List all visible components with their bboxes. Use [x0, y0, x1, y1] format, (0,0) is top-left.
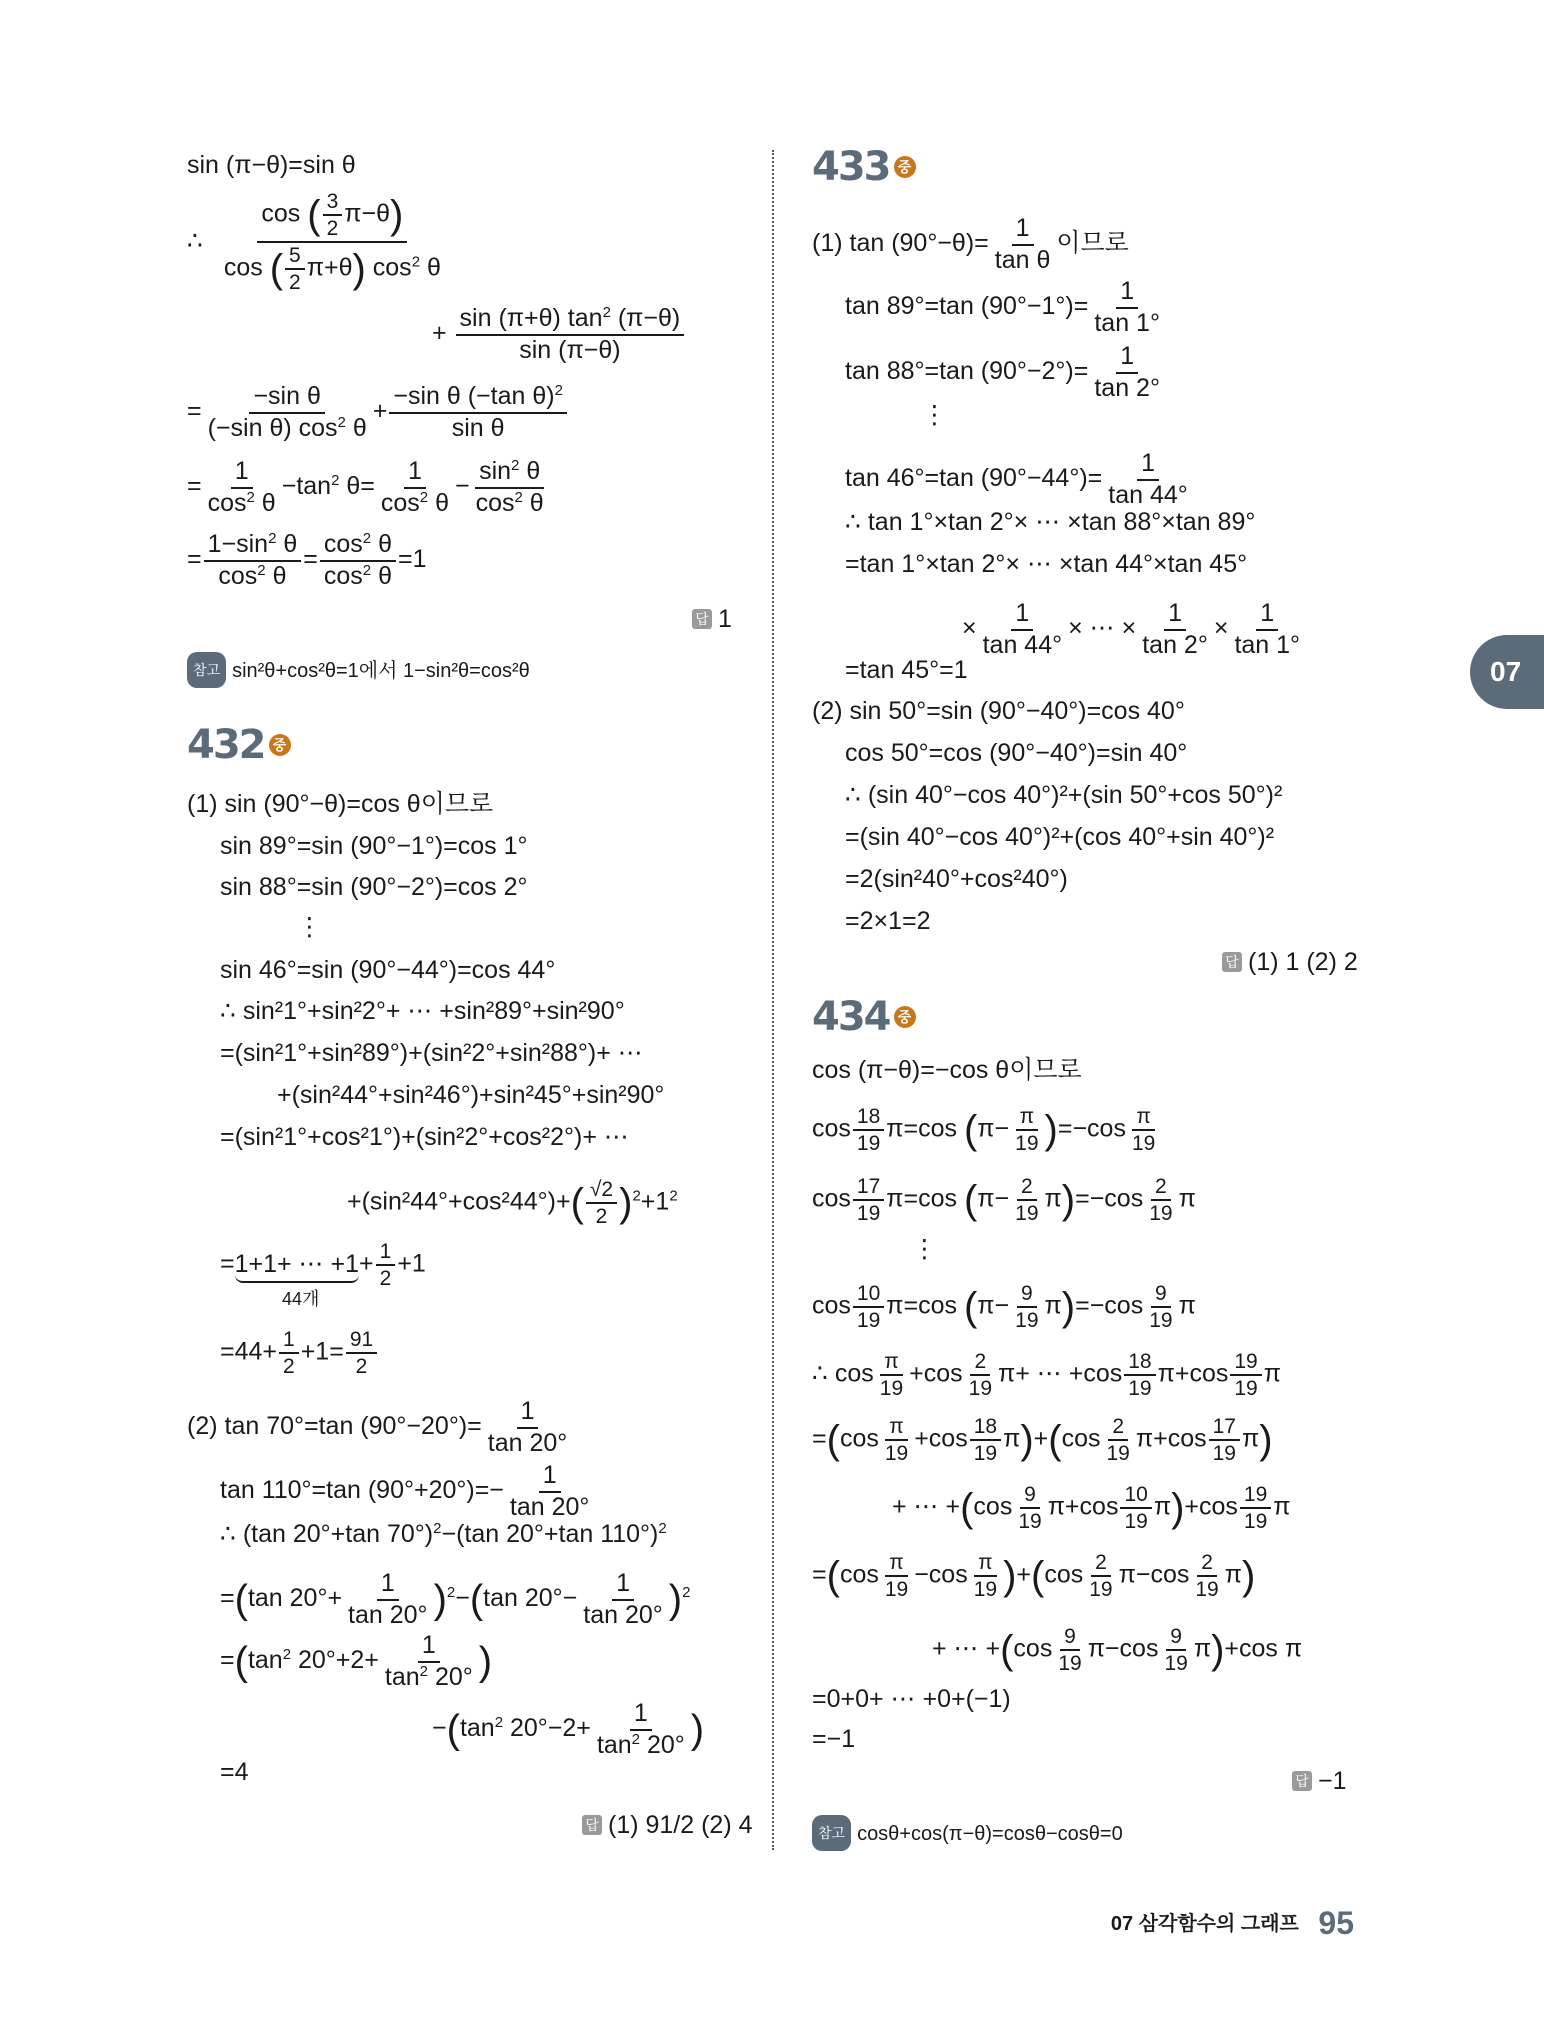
- page-number: 95: [1318, 1905, 1354, 1941]
- brace-label: 44개: [282, 1289, 320, 1309]
- l434-7: + ⋯ +(cos $\frac{9}{19}$ π+cos $\frac{10}{19}$ π)+cos $\frac{19}{19}$ π: [892, 1483, 1291, 1534]
- chapter-title: 07 삼각함수의 그래프: [1110, 1913, 1299, 1935]
- page-footer: [1111, 1905, 1354, 1942]
- problem-432-header: 432 중: [187, 728, 291, 767]
- l432-9: +(sin²44°+cos²44°)+( $\frac{√2}{2}$ )$^2+1^2$: [347, 1178, 678, 1229]
- l432-10: =1+1+ ⋯ +1+ $\frac{1}{2}$ +1: [220, 1240, 426, 1291]
- l432-13: tan 110°=tan (90°+20°)=− $\frac{1}{\tan 20^\circ}$: [220, 1461, 590, 1521]
- l434-10: =0+0+ ⋯ +0+(−1): [812, 1685, 1011, 1713]
- l432-11: =44+ $\frac{1}{2}$ +1= $\frac{91}{2}$: [220, 1328, 379, 1378]
- l432-end: =4: [220, 1758, 249, 1786]
- note-434: 참고 cosθ+cos(π−θ)=cosθ−cosθ=0: [812, 1815, 1123, 1851]
- l433-11: ∴ (sin 40°−cos 40°)²+(sin 50°+cos 50°)²: [845, 781, 1283, 809]
- l432-7: +(sin²44°+sin²46°)+sin²45°+sin²90°: [277, 1081, 665, 1109]
- l432-6: =(sin²1°+sin²89°)+(sin²2°+sin²88°)+ ⋯: [220, 1039, 643, 1067]
- problem-434-header: 434 중: [812, 1000, 916, 1039]
- l433-14: =2×1=2: [845, 907, 931, 935]
- l432-2: sin 89°=sin (90°−1°)=cos 1°: [220, 832, 528, 860]
- l431-4: = $\frac{\text{−sin θ}}{(-\sin \theta) \cos^2 \theta}$ + $\frac{-\sin \theta (-\tan \theta)^2}{\text{sin θ}}$: [187, 383, 569, 442]
- l433-5: ∴ tan 1°×tan 2°× ⋯ ×tan 88°×tan 89°: [845, 508, 1256, 536]
- l431-1: sin (π−θ)=sin θ: [187, 151, 356, 179]
- l432-14: ∴ (tan 20°+tan 70°)$^2$−(tan 20°+tan 110°)$^2$: [220, 1520, 667, 1548]
- l432-5: ∴ sin²1°+sin²2°+ ⋯ +sin²89°+sin²90°: [220, 997, 625, 1025]
- l434-4: cos $\frac{10}{19}$ π=cos (π− $\frac{9}{19}$ π)=−cos $\frac{9}{19}$ π: [812, 1282, 1196, 1333]
- l431-5: = $\frac{1}{\cos^2 \theta}$ $-\tan^2$ θ= $\frac{1}{\cos^2 \theta}$ − $\frac{\sin^2 \theta}{\cos^2 \theta}$: [187, 457, 544, 517]
- l434-11: =−1: [812, 1725, 856, 1753]
- l434-9: + ⋯ +(cos $\frac{9}{19}$ π−cos $\frac{9}{19}$ π)+cos π: [932, 1625, 1303, 1676]
- l432-3: sin 88°=sin (90°−2°)=cos 2°: [220, 873, 528, 901]
- l433-9: (2) sin 50°=sin (90°−40°)=cos 40°: [812, 697, 1185, 725]
- l434-2: cos $\frac{18}{19}$ π=cos (π− $\frac{\pi}{19}$ )=−cos $\frac{\pi}{19}$: [812, 1105, 1156, 1156]
- l432-1: (1) sin (90°−θ)=cos θ이므로: [187, 790, 494, 818]
- l433-8: =tan 45°=1: [845, 656, 968, 684]
- l433-vdots: ⋮: [922, 401, 947, 429]
- l433-7: × $\frac{1}{\tan 44^\circ}$ × ⋯ × $\frac{1}{\tan 2^\circ}$ × $\frac{1}{\tan 1^\circ}$: [962, 599, 1301, 659]
- l433-1: (1) tan (90°−θ)= $\frac{1}{\text{tan θ}}$ 이므로: [812, 214, 1129, 274]
- note-431: 참고 sin²θ+cos²θ=1에서 1−sin²θ=cos²θ: [187, 652, 530, 688]
- l431-6: = $\frac{1-\sin^2 \theta}{\cos^2 \theta}$ = $\frac{\cos^2 \theta}{\cos^2 \theta}$ =1: [187, 530, 427, 590]
- l432-16: $=(\tan^2$ 20°+2+ $\frac{1}{\tan^2 20^\circ}$ ): [220, 1631, 493, 1691]
- problem-433-header: 433 중: [812, 150, 916, 189]
- l433-3: tan 88°=tan (90°−2°)= $\frac{1}{\tan 2^\circ}$: [845, 342, 1160, 402]
- l434-6: =(cos $\frac{\pi}{19}$ +cos $\frac{18}{19}$ π)+(cos $\frac{2}{19}$ π+cos $\frac{17}{19}$ π): [812, 1415, 1273, 1466]
- l432-4: sin 46°=sin (90°−44°)=cos 44°: [220, 956, 556, 984]
- l432-17: $-(\tan^2$ 20°−2+ $\frac{1}{\tan^2 20^\circ}$ ): [432, 1699, 705, 1759]
- chapter-tab: 07: [1470, 635, 1544, 709]
- l434-8: =(cos $\frac{\pi}{19}$ −cos $\frac{\pi}{19}$ )+(cos $\frac{2}{19}$ π−cos $\frac{2}{19}$ π): [812, 1551, 1256, 1602]
- l433-6: =tan 1°×tan 2°× ⋯ ×tan 44°×tan 45°: [845, 550, 1248, 578]
- column-divider: [772, 150, 774, 1850]
- l434-vdots: ⋮: [912, 1235, 937, 1263]
- l433-12: =(sin 40°−cos 40°)²+(cos 40°+sin 40°)²: [845, 823, 1275, 851]
- l431-3: + $\frac{\sin (\pi+\theta) \tan^2 (\pi-\theta)}{\sin (\pi-\theta)}$: [432, 305, 686, 364]
- l433-10: cos 50°=cos (90°−40°)=sin 40°: [845, 739, 1188, 767]
- answer-431: 답 1: [692, 602, 732, 636]
- l432-8: =(sin²1°+cos²1°)+(sin²2°+cos²2°)+ ⋯: [220, 1123, 629, 1151]
- l432-12: (2) tan 70°=tan (90°−20°)= $\frac{1}{\tan 20^\circ}$: [187, 1397, 568, 1457]
- l434-1: cos (π−θ)=−cos θ이므로: [812, 1056, 1082, 1084]
- l433-2: tan 89°=tan (90°−1°)= $\frac{1}{\tan 1^\circ}$: [845, 277, 1160, 337]
- answer-432: 답 (1) 91/2 (2) 4: [582, 1808, 753, 1842]
- l431-2: ∴ cos ( $\frac{3}{2}$ π−θ) cos ( $\frac{5}{2}$ π+θ) $\cos^2 \theta$: [187, 190, 441, 295]
- l434-5: ∴ cos $\frac{\pi}{19}$ +cos $\frac{2}{19}$ π+ ⋯ +cos $\frac{18}{19}$ π+cos $\frac{19}{19}$ π: [812, 1350, 1281, 1401]
- answer-433: 답 (1) 1 (2) 2: [1222, 945, 1358, 979]
- l433-13: =2(sin²40°+cos²40°): [845, 865, 1068, 893]
- l432-15: =(tan 20°+ $\frac{1}{\tan 20^\circ}$ )$^2$−(tan 20°− $\frac{1}{\tan 20^\circ}$ )$^2$: [220, 1569, 691, 1629]
- l433-4: tan 46°=tan (90°−44°)= $\frac{1}{\tan 44^\circ}$: [845, 449, 1188, 509]
- l434-3: cos $\frac{17}{19}$ π=cos (π− $\frac{2}{19}$ π)=−cos $\frac{2}{19}$ π: [812, 1175, 1196, 1226]
- answer-434: 답 −1: [1292, 1764, 1347, 1798]
- l432-vdots: ⋮: [297, 913, 322, 941]
